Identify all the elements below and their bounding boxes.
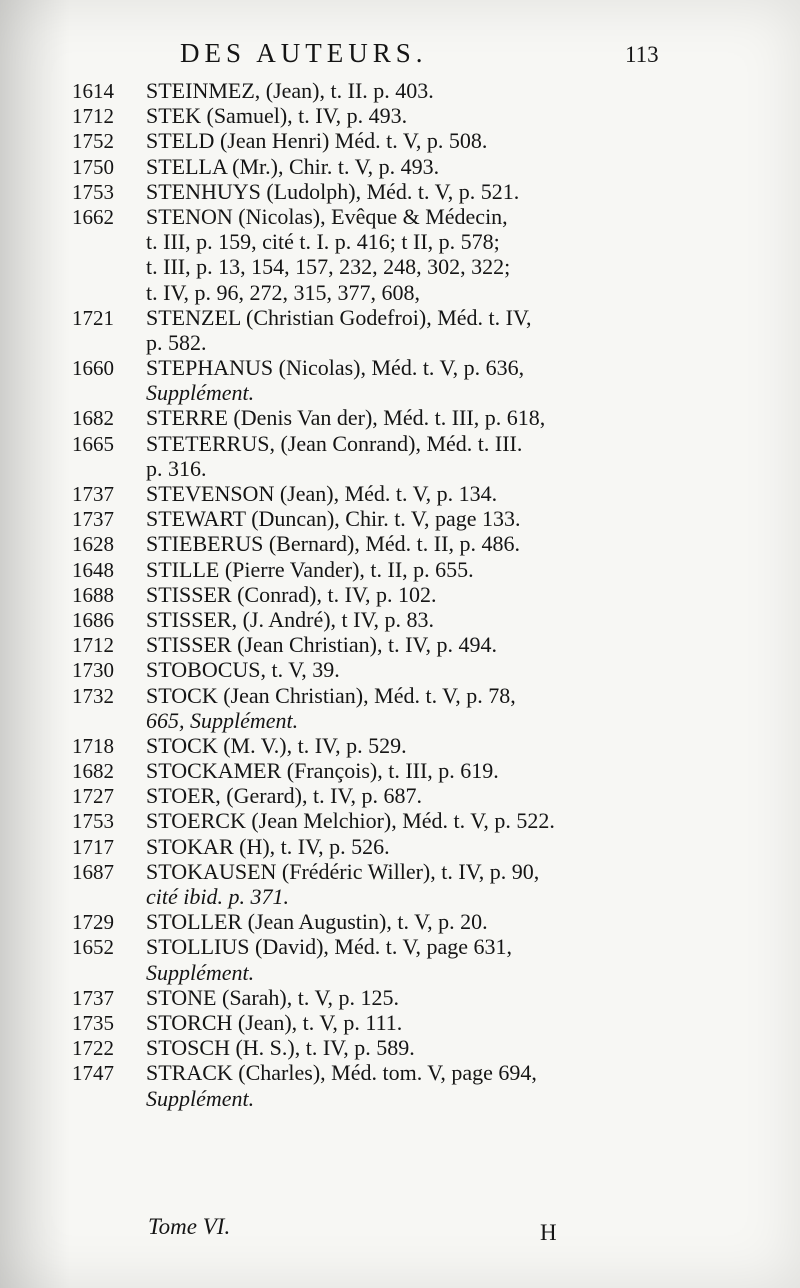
index-entry [72,985,682,1010]
entry-first-line [72,909,682,934]
entry-first-line [72,859,682,884]
entry-first-line [72,179,682,204]
entry-text: p. 316. [146,455,207,481]
entry-year: 1750 [72,154,114,179]
entry-year: 1737 [72,482,114,506]
entry-first-line [72,683,682,708]
entry-text: STELD (Jean Henri) Méd. t. V, p. 508. [146,128,488,154]
entry-text: STIEBERUS (Bernard), Méd. t. II, p. 486. [146,531,520,557]
entry-text: t. III, p. 13, 154, 157, 232, 248, 302, 322; [146,254,511,280]
entry-text: cité ibid. p. 371. [146,884,289,909]
entry-year: 1628 [72,532,114,557]
entry-text: STOER, (Gerard), t. IV, p. 687. [146,783,422,809]
author-index-list [72,78,682,1111]
index-entry [72,305,682,355]
index-entry [72,557,682,582]
page-header [0,38,800,78]
entry-text: STEINMEZ, (Jean), t. II. p. 403. [146,78,434,103]
entry-text: t. III, p. 159, cité t. I. p. 416; t II, p. 578; [146,229,500,255]
entry-text: STELLA (Mr.), Chir. t. V, p. 493. [146,153,440,179]
entry-text: STERRE (Denis Van der), Méd. t. III, p. 618, [146,405,546,431]
page-gutter-shadow [0,0,70,1288]
running-title: DES AUTEURS. [180,38,428,68]
entry-year: 1712 [72,633,114,658]
entry-year: 1730 [72,658,114,683]
entry-first-line [72,506,682,531]
entry-year: 1753 [72,809,114,834]
entry-text: STRACK (Charles), Méd. tom. V, page 694, [146,1060,537,1086]
index-entry [72,531,682,556]
entry-first-line [72,985,682,1010]
entry-year: 1717 [72,834,114,859]
entry-first-line [72,103,682,128]
entry-year: 1729 [72,910,114,935]
index-entry [72,128,682,153]
entry-year: 1718 [72,733,114,758]
entry-text: STOSCH (H. S.), t. IV, p. 589. [146,1035,415,1061]
entry-text: STENZEL (Christian Godefroi), Méd. t. IV, [146,304,532,330]
index-entry [72,909,682,934]
index-entry [72,405,682,430]
index-entry [72,733,682,758]
index-entry [72,657,682,682]
entry-first-line [72,305,682,330]
index-entry [72,582,682,607]
entry-year: 1752 [72,129,114,154]
entry-continuation-line [72,456,682,481]
entry-continuation-line [72,708,682,733]
entry-continuation-line [72,960,682,985]
entry-text: STENON (Nicolas), Evêque & Médecin, [146,203,508,229]
entry-year: 1687 [72,859,114,884]
entry-text: STEWART (Duncan), Chir. t. V, page 133. [146,506,521,532]
entry-continuation-line [72,280,682,305]
entry-text: STOKAUSEN (Frédéric Willer), t. IV, p. 90, [146,858,540,884]
entry-first-line [72,431,682,456]
entry-first-line [72,783,682,808]
entry-first-line [72,733,682,758]
index-entry [72,934,682,984]
entry-continuation-line [72,254,682,279]
entry-text: p. 582. [146,329,207,355]
entry-first-line [72,632,682,657]
index-entry [72,1035,682,1060]
index-entry [72,607,682,632]
index-entry [72,783,682,808]
entry-first-line [72,834,682,859]
entry-text: STOKAR (H), t. IV, p. 526. [146,833,390,859]
tome-label: Tome VI. [148,1214,231,1239]
entry-first-line [72,355,682,380]
entry-text: t. IV, p. 96, 272, 315, 377, 608, [146,279,420,305]
entry-first-line [72,582,682,607]
entry-first-line [72,481,682,506]
entry-first-line [72,657,682,682]
entry-text: Supplément. [146,959,255,985]
entry-text: STEK (Samuel), t. IV, p. 493. [146,103,408,129]
entry-text: STOBOCUS, t. V, 39. [146,657,340,683]
entry-text: STISSER (Jean Christian), t. IV, p. 494. [146,632,497,658]
entry-first-line [72,607,682,632]
entry-text: STISSER (Conrad), t. IV, p. 102. [146,581,437,607]
entry-year: 1732 [72,683,114,708]
entry-first-line [72,758,682,783]
entry-continuation-line [72,884,682,909]
entry-first-line [72,1060,682,1085]
entry-continuation-line [72,229,682,254]
entry-first-line [72,78,682,103]
entry-text: STILLE (Pierre Vander), t. II, p. 655. [146,556,474,582]
entry-text: STENHUYS (Ludolph), Méd. t. V, p. 521. [146,178,520,204]
entry-year: 1712 [72,104,114,129]
entry-continuation-line [72,380,682,405]
entry-year: 1721 [72,305,114,330]
index-entry [72,632,682,657]
index-entry [72,1060,682,1110]
entry-text: STOCK (M. V.), t. IV, p. 529. [146,732,407,758]
index-entry [72,103,682,128]
entry-first-line [72,1035,682,1060]
index-entry [72,683,682,733]
entry-text: STISSER, (J. André), t IV, p. 83. [146,606,435,632]
entry-year: 1686 [72,607,114,632]
entry-text: STEPHANUS (Nicolas), Méd. t. V, p. 636, [146,355,525,381]
entry-year: 1648 [72,557,114,582]
index-entry [72,834,682,859]
index-entry [72,859,682,909]
entry-first-line [72,154,682,179]
page-number: 113 [625,42,659,67]
entry-year: 1652 [72,935,114,960]
index-entry [72,1010,682,1035]
entry-text: 665, Supplément. [146,707,299,733]
entry-first-line [72,405,682,430]
entry-year: 1735 [72,1010,114,1035]
entry-year: 1753 [72,179,114,204]
entry-year: 1665 [72,431,114,456]
entry-first-line [72,128,682,153]
entry-year: 1737 [72,985,114,1010]
entry-text: STOCK (Jean Christian), Méd. t. V, p. 78, [146,682,516,708]
index-entry [72,758,682,783]
entry-text: STOLLIUS (David), Méd. t. V, page 631, [146,934,513,960]
entry-text: STOLLER (Jean Augustin), t. V, p. 20. [146,909,488,935]
entry-first-line [72,531,682,556]
index-entry [72,204,682,305]
entry-year: 1737 [72,507,114,532]
index-entry [72,808,682,833]
entry-year: 1662 [72,204,114,229]
index-entry [72,179,682,204]
entry-text: STONE (Sarah), t. V, p. 125. [146,984,399,1010]
index-entry [72,506,682,531]
entry-year: 1682 [72,406,114,431]
entry-first-line [72,808,682,833]
index-entry [72,481,682,506]
entry-year: 1727 [72,784,114,809]
entry-text: Supplément. [146,1085,255,1111]
entry-year: 1660 [72,356,114,381]
entry-text: STORCH (Jean), t. V, p. 111. [146,1009,403,1035]
signature-mark: H [540,1220,557,1245]
entry-year: 1688 [72,582,114,607]
entry-year: 1747 [72,1061,114,1086]
entry-text: STOERCK (Jean Melchior), Méd. t. V, p. 522. [146,808,555,834]
entry-year: 1722 [72,1036,114,1061]
entry-year: 1682 [72,759,114,784]
entry-first-line [72,1010,682,1035]
entry-first-line [72,557,682,582]
page-footer [0,1214,800,1254]
entry-text: STETERRUS, (Jean Conrand), Méd. t. III. [146,430,523,456]
entry-continuation-line [72,330,682,355]
index-entry [72,154,682,179]
entry-text: STOCKAMER (François), t. III, p. 619. [146,758,499,784]
index-entry [72,431,682,481]
entry-first-line [72,204,682,229]
entry-text: Supplément. [146,380,255,406]
index-entry [72,78,682,103]
index-entry [72,355,682,405]
entry-first-line [72,934,682,959]
entry-year: 1614 [72,79,114,103]
entry-continuation-line [72,1086,682,1111]
entry-text: STEVENSON (Jean), Méd. t. V, p. 134. [146,481,498,506]
